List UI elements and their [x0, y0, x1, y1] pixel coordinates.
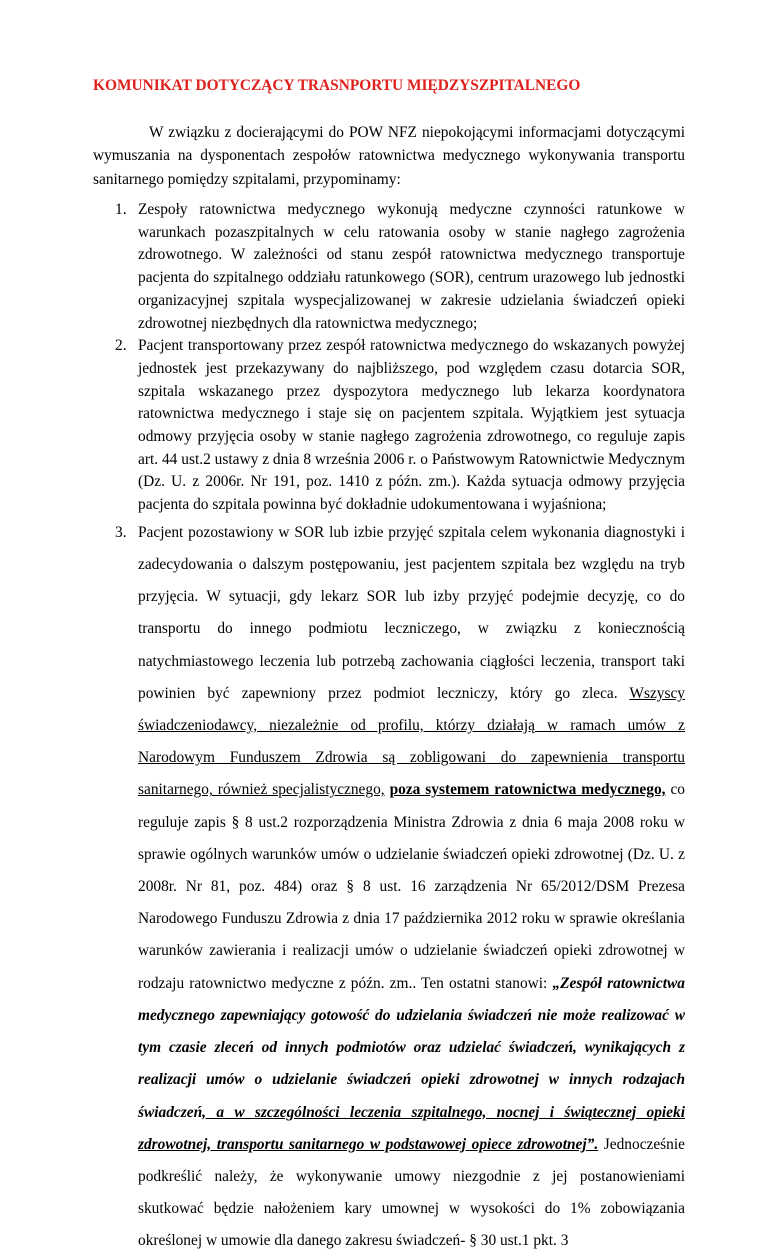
- document-title: KOMUNIKAT DOTYCZĄCY TRASNPORTU MIĘDZYSZPITALNEGO: [93, 77, 581, 94]
- list-item-number: 3.: [115, 523, 127, 541]
- intro-paragraph: W związku z docierającymi do POW NFZ niepokojącymi informacjami dotyczącymi wymuszania na dysponentach zespołów ratownictwa medycznego wykonywania transportu sanitarnego pomiędzy szpitalami, przypominamy:: [93, 124, 685, 188]
- list-item-text: Zespoły ratownictwa medycznego wykonują medyczne czynności ratunkowe w warunkach pozaszpitalnych w celu ratowania osoby w stanie nagłego zagrożenia zdrowotnego. W zależności od stanu zespół ratownictwa medycznego transportuje pacjenta do szpitalnego oddziału ratunkowego (SOR), centrum urazowego lub jednostki organizacyjnej szpitala wyspecjalizowanej w zakresie udzielania świadczeń opieki zdrowotnej niezbędnych dla ratownictwa medycznego;: [138, 201, 685, 332]
- penalty-note: Jednocześnie podkreślić należy, że wykonywanie umowy niezgodnie z jej postanowieniami skutkować będzie nałożeniem kary umownej w wysokości do 1% zobowiązania określonej w umowie dla danego zakresu świadczeń- § 30 ust.1 pkt. 3: [138, 1135, 685, 1250]
- regulation-reference: co reguluje zapis § 8 ust.2 rozporządzenia Ministra Zdrowia z dnia 6 maja 2008 roku w sprawie ogólnych warunków umów o udzielanie świadczeń opieki zdrowotnej (Dz. U. z 2008r. Nr 81, poz. 484) oraz § 8 ust. 16 zarządzenia Nr 65/2012/DSM Prezesa Narodowego Funduszu Zdrowia z dnia 17 października 2012 roku w sprawie określania warunków zawierania i realizacji umów o udzielanie świadczeń opieki zdrowotnej w rodzaju ratownictwo medyczne z późn. zm.. Ten ostatni stanowi:: [138, 781, 685, 992]
- emphasis-outside-system: poza systemem ratownictwa medycznego,: [389, 781, 666, 799]
- list-item: [93, 335, 685, 517]
- quote-text-underlined: , a w szczególności leczenia szpitalnego, nocnej i świątecznej opieki zdrowotnej, transportu sanitarnego w podstawowej opiece zdrowotnej”.: [138, 1103, 685, 1153]
- obligation-sentence: Wszyscy świadczeniodawcy, niezależnie od profilu, którzy działają w ramach umów z Narodowym Funduszem Zdrowia są zobligowani do zapewnienia transportu sanitarnego, również specjalistycznego,: [138, 684, 685, 799]
- numbered-list: [93, 199, 685, 1258]
- list-item-text: Pacjent pozostawiony w SOR lub izbie przyjęć szpitala celem wykonania diagnostyki i zadecydowania o dalszym postępowaniu, jest pacjentem szpitala bez względu na tryb przyjęcia. W sytuacji, gdy lekarz SOR lub izby przyjęć podejmie decyzję, co do transportu do innego podmiotu leczniczego, w związku z koniecznością natychmiastowego leczenia lub potrzebą zachowania ciągłości leczenia, transport taki powinien być zapewniony przez podmiot leczniczy, który go zleca.: [138, 523, 685, 702]
- list-item: [93, 517, 685, 1258]
- list-item-text: Pacjent transportowany przez zespół ratownictwa medycznego do wskazanych powyżej jednostek jest przekazywany do najbliższego, pod względem czasu dotarcia SOR, szpitala wskazanego przez dyspozytora medycznego lub lekarza koordynatora ratownictwa medycznego i staje się on pacjentem szpitala. Wyjątkiem jest sytuacja odmowy przyjęcia osoby w stanie nagłego zagrożenia zdrowotnego, co reguluje zapis art. 44 ust.2 ustawy z dnia 8 września 2006 r. o Państwowym Ratownictwie Medycznym (Dz. U. z 2006r. Nr 191, poz. 1410 z późn. zm.). Każda sytuacja odmowy przyjęcia pacjenta do szpitala powinna być dokładnie udokumentowana i wyjaśniona;: [138, 337, 685, 514]
- quote-text: „Zespół ratownictwa medycznego zapewniający gotowość do udzielania świadczeń nie może realizować w tym czasie zleceń od innych podmiotów oraz udzielać świadczeń, wynikających z realizacji umów o udzielanie świadczeń opieki zdrowotnej w innych rodzajach świadczeń: [138, 974, 685, 1121]
- list-item: [93, 199, 685, 335]
- list-item-number: 2.: [115, 337, 127, 355]
- list-item-number: 1.: [115, 201, 127, 218]
